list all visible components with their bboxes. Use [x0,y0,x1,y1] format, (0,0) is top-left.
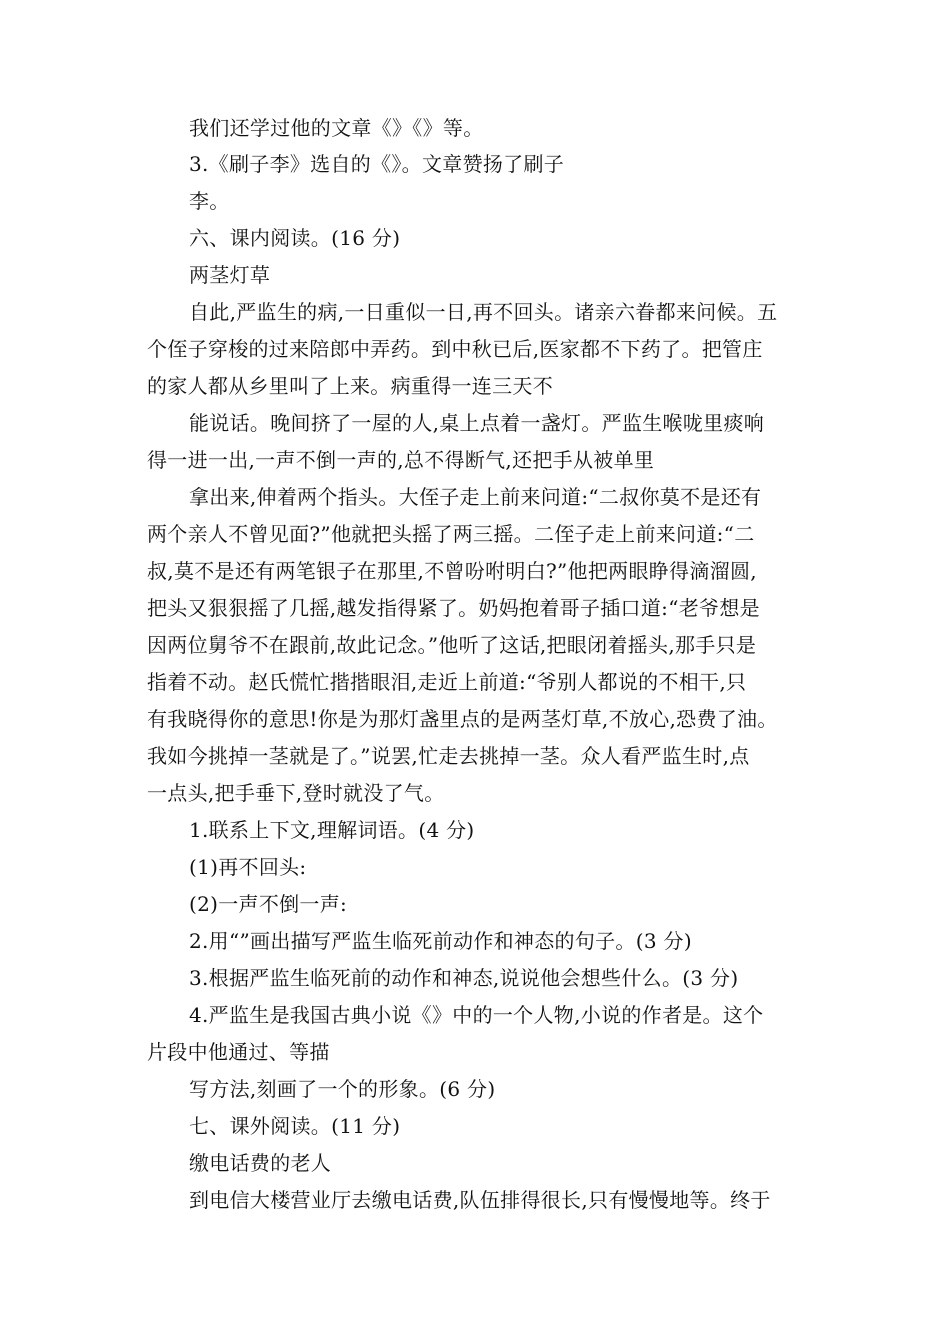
passage-title-phone-bill-elder: 缴电话费的老人 [189,1151,332,1175]
passage-line-3: 的家人都从乡里叫了上来。病重得一连三天不 [147,374,553,398]
passage-line-5: 得一进一出,一声不倒一声的,总不得断气,还把手从被单里 [147,448,655,472]
passage-2-line-1: 到电信大楼营业厅去缴电话费,队伍排得很长,只有慢慢地等。终于 [189,1188,771,1212]
text-line-2: 3.《刷子李》选自的《》。文章赞扬了刷子 [189,152,565,176]
question-2: 2.用“”画出描写严监生临死前动作和神态的句子。(3 分) [189,929,692,953]
section-heading-in-class-reading: 六、课内阅读。(16 分) [189,226,401,250]
passage-line-8: 叔,莫不是还有两笔银子在那里,不曾吩咐明白?”他把两眼睁得滴溜圆, [147,559,757,583]
passage-line-10: 因两位舅爷不在跟前,故此记念。”他听了这话,把眼闭着摇头,那手只是 [147,633,757,657]
passage-line-14: 一点头,把手垂下,登时就没了气。 [147,781,445,805]
section-heading-extracurricular-reading: 七、课外阅读。(11 分) [189,1114,401,1138]
question-4-continued-1: 片段中他通过、等描 [147,1040,330,1064]
text-line-1: 我们还学过他的文章《》《》等。 [189,116,484,140]
question-1-item-2: (2)一声不倒一声: [189,892,348,916]
question-4: 4.严监生是我国古典小说《》中的一个人物,小说的作者是。这个 [189,1003,764,1027]
passage-title-two-wicks: 两茎灯草 [189,263,271,287]
passage-line-7: 两个亲人不曾见面?”他就把头摇了两三摇。二侄子走上前来问道:“二 [147,522,755,546]
passage-line-2: 个侄子穿梭的过来陪郎中弄药。到中秋已后,医家都不下药了。把管庄 [147,337,763,361]
passage-line-9: 把头又狠狠摇了几摇,越发指得紧了。奶妈抱着哥子插口道:“老爷想是 [147,596,760,620]
passage-line-12: 有我晓得你的意思!你是为那灯盏里点的是两茎灯草,不放心,恐费了油。 [147,707,778,731]
question-3: 3.根据严监生临死前的动作和神态,说说他会想些什么。(3 分) [189,966,739,990]
passage-line-1: 自此,严监生的病,一日重似一日,再不回头。诸亲六眷都来问候。五 [189,300,778,324]
text-line-3: 李。 [189,189,230,213]
passage-line-6: 拿出来,伸着两个指头。大侄子走上前来问道:“二叔你莫不是还有 [189,485,762,509]
question-4-continued-2: 写方法,刻画了一个的形象。(6 分) [189,1077,496,1101]
passage-line-13: 我如今挑掉一茎就是了。”说罢,忙走去挑掉一茎。众人看严监生时,点 [147,744,750,768]
question-1: 1.联系上下文,理解词语。(4 分) [189,818,475,842]
question-1-item-1: (1)再不回头: [189,855,307,879]
passage-line-4: 能说话。晚间挤了一屋的人,桌上点着一盏灯。严监生喉咙里痰响 [189,411,765,435]
passage-line-11: 指着不动。赵氏慌忙揩揩眼泪,走近上前道:“爷别人都说的不相干,只 [147,670,747,694]
